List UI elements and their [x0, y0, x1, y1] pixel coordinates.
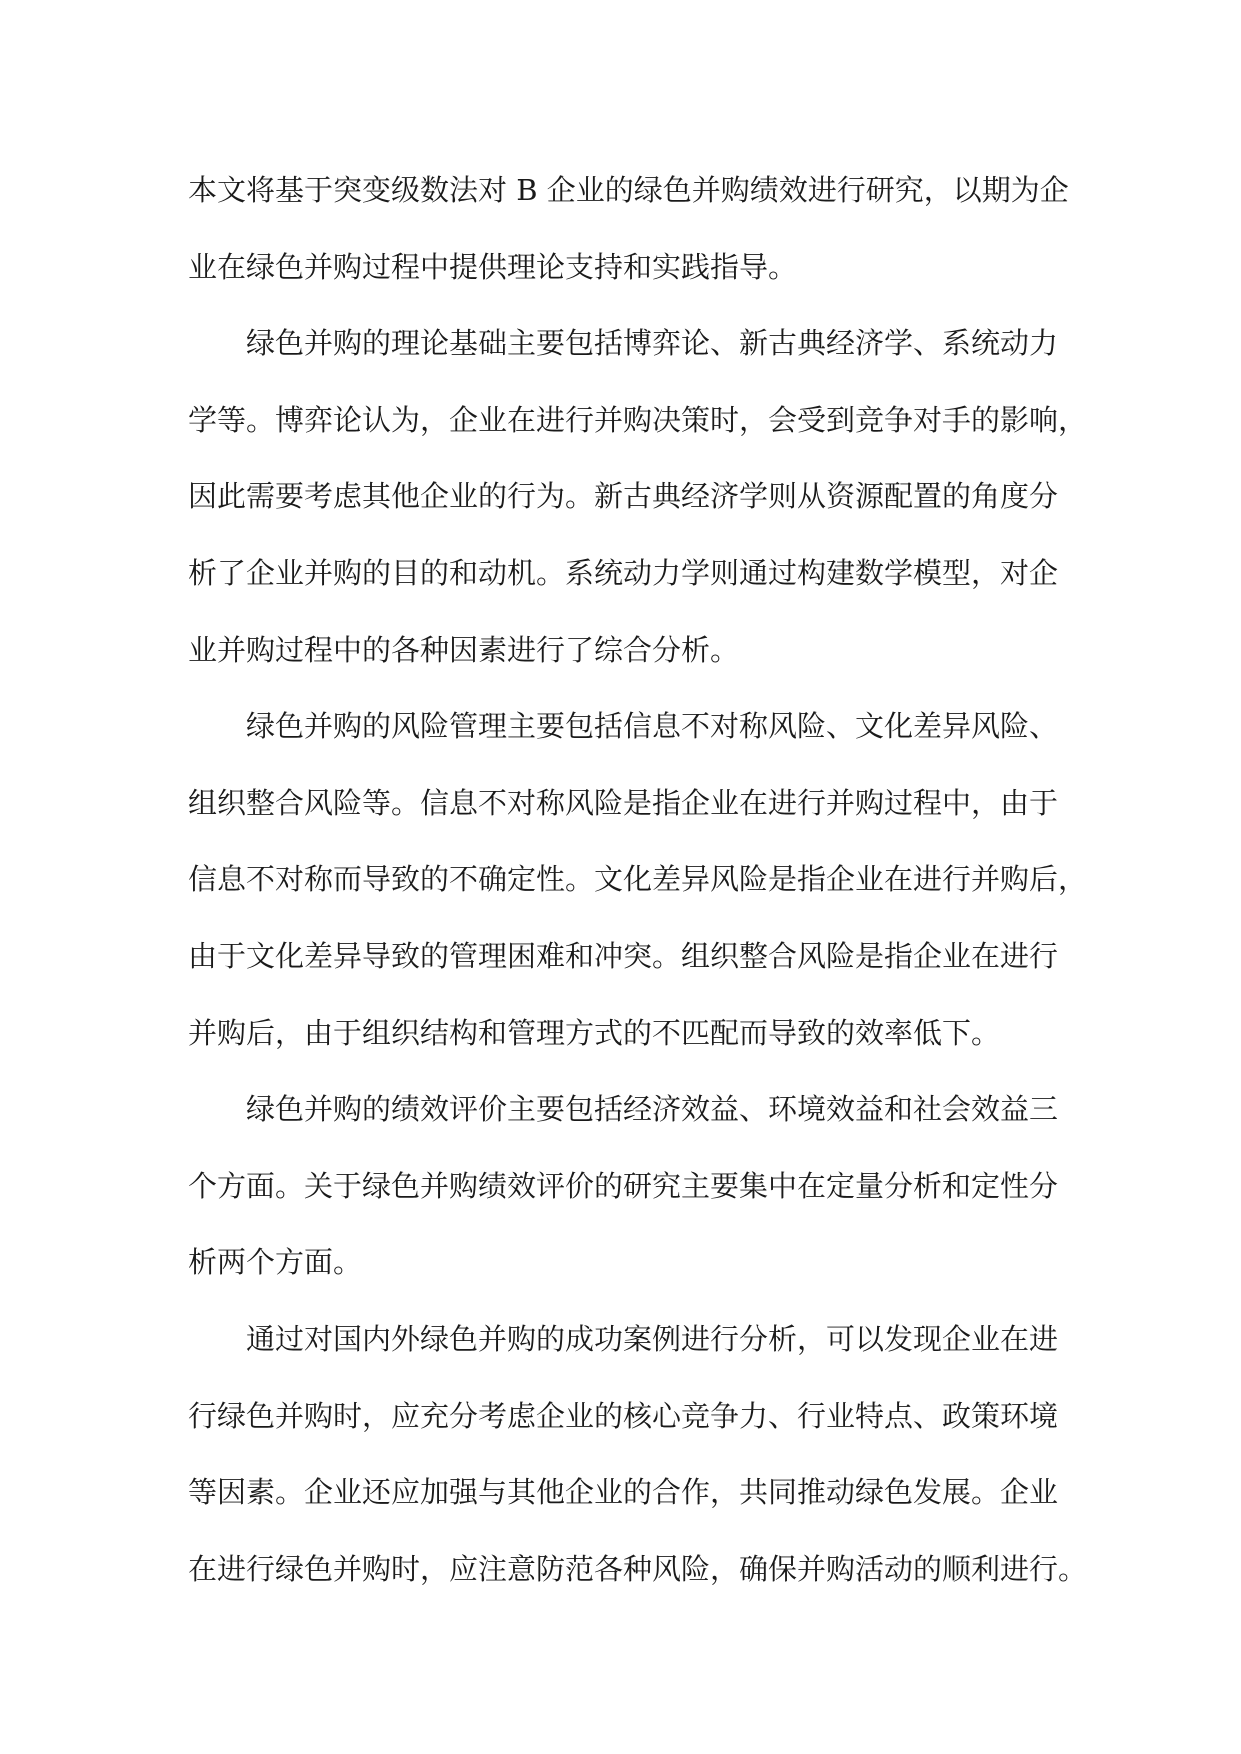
text-line: 组织整合风险等。信息不对称风险是指企业在进行并购过程中，由于 — [188, 785, 1059, 820]
text-line: 绿色并购的绩效评价主要包括经济效益、环境效益和社会效益三 — [246, 1092, 1059, 1127]
text-line: 析了企业并购的目的和动机。系统动力学则通过构建数学模型，对企 — [188, 555, 1059, 590]
text-line: 析两个方面。 — [188, 1245, 363, 1280]
text-line: 由于文化差异导致的管理困难和冲突。组织整合风险是指企业在进行 — [188, 938, 1059, 973]
text-line: 信息不对称而导致的不确定性。文化差异风险是指企业在进行并购后， — [188, 862, 1088, 897]
paragraph-4 — [188, 1071, 1058, 1301]
text-line: 业并购过程中的各种因素进行了综合分析。 — [188, 632, 740, 667]
body-text — [188, 152, 1088, 1607]
text-line: 在进行绿色并购时，应注意防范各种风险，确保并购活动的顺利进行。 — [188, 1551, 1088, 1586]
text-line: 等因素。企业还应加强与其他企业的合作，共同推动绿色发展。企业 — [188, 1475, 1059, 1510]
text-line: 个方面。关于绿色并购绩效评价的研究主要集中在定量分析和定性分 — [188, 1168, 1059, 1203]
text-line: 行绿色并购时，应充分考虑企业的核心竞争力、行业特点、政策环境 — [188, 1398, 1059, 1433]
text-line: 业在绿色并购过程中提供理论支持和实践指导。 — [188, 249, 798, 284]
text-line: 通过对国内外绿色并购的成功案例进行分析，可以发现企业在进 — [246, 1321, 1059, 1356]
text-line: 因此需要考虑其他企业的行为。新古典经济学则从资源配置的角度分 — [188, 479, 1059, 514]
text-line: 学等。博弈论认为，企业在进行并购决策时，会受到竞争对手的影响， — [188, 402, 1088, 437]
paragraph-1 — [188, 152, 1069, 305]
paragraph-2 — [188, 305, 1088, 688]
paragraph-5 — [188, 1301, 1088, 1607]
paragraph-3 — [188, 688, 1088, 1071]
text-line: 本文将基于突变级数法对 B 企业的绿色并购绩效进行研究，以期为企 — [188, 173, 1069, 207]
text-line: 并购后，由于组织结构和管理方式的不匹配而导致的效率低下。 — [188, 1015, 1001, 1050]
text-line: 绿色并购的理论基础主要包括博弈论、新古典经济学、系统动力 — [246, 326, 1059, 361]
text-line: 绿色并购的风险管理主要包括信息不对称风险、文化差异风险、 — [246, 709, 1059, 744]
